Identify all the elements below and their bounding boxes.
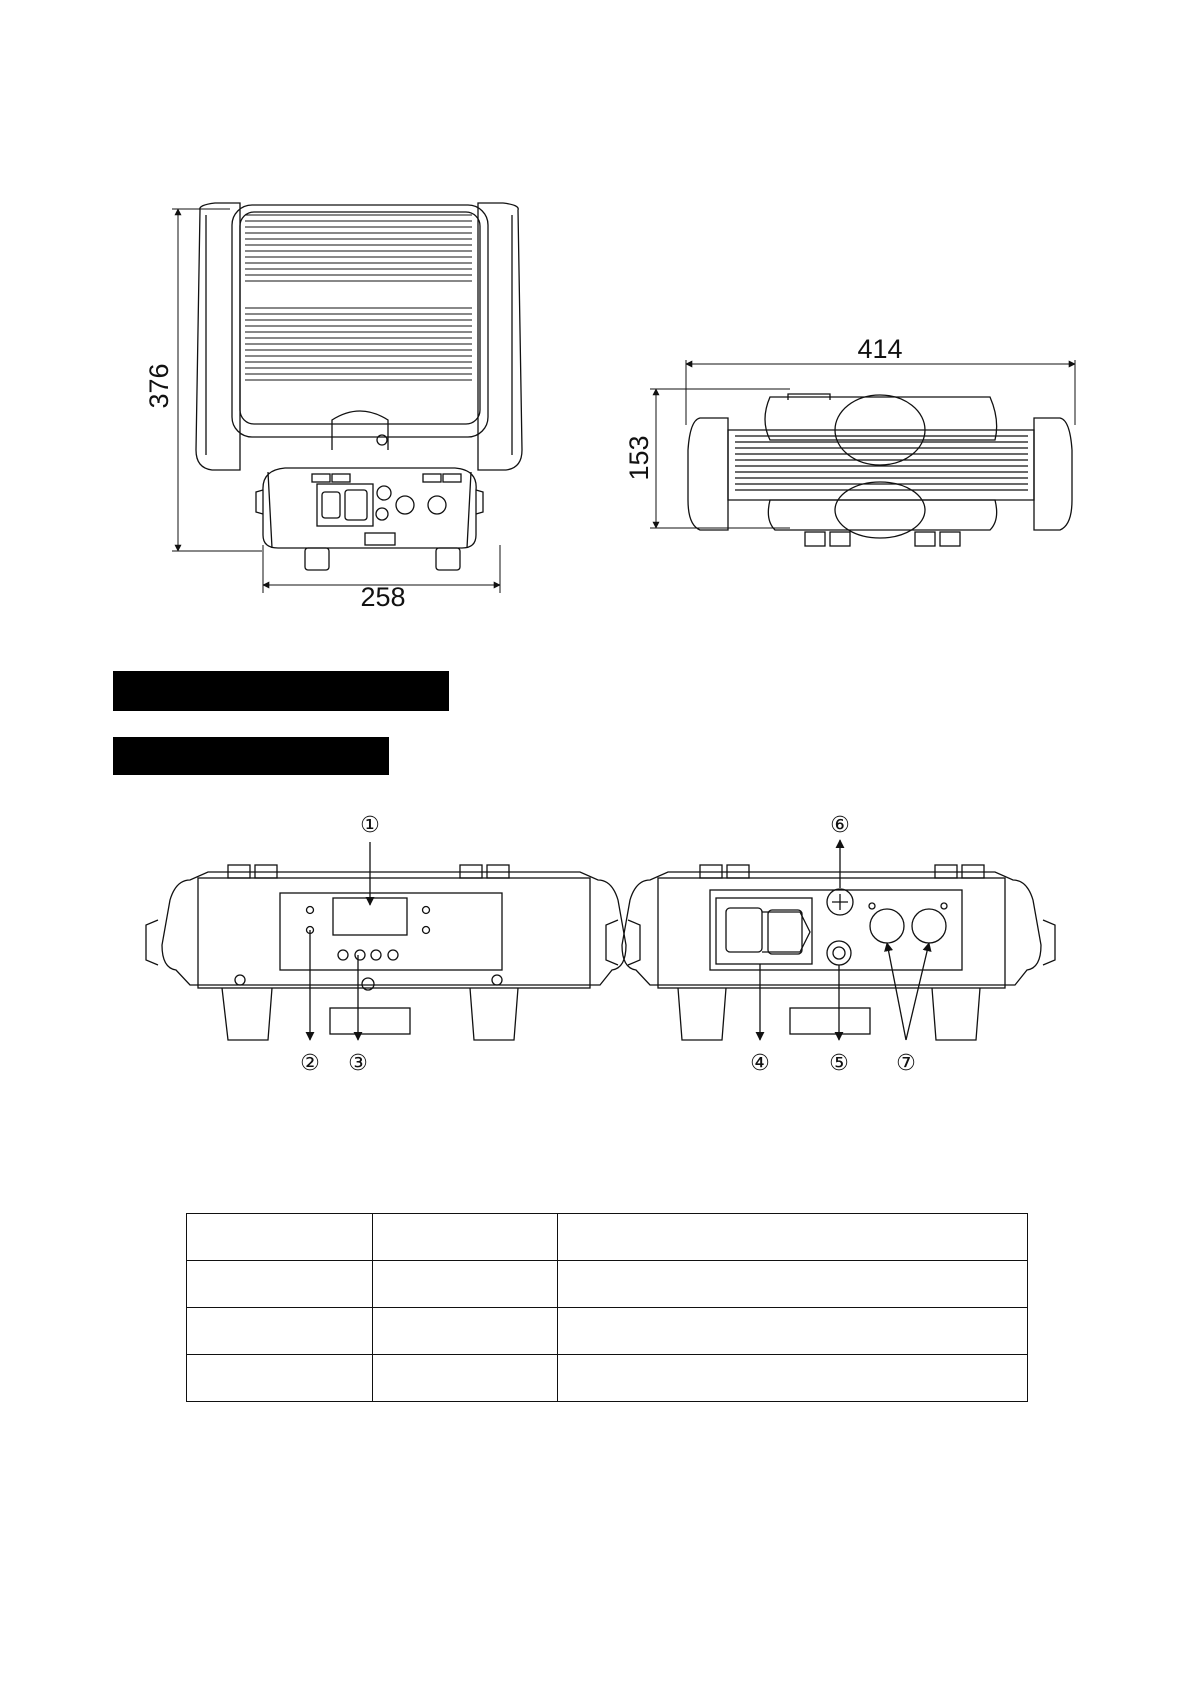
callout-2: ② [300, 1051, 320, 1076]
table-cell [187, 1308, 373, 1355]
side-height-dimension: 153 [624, 435, 654, 481]
table-cell [558, 1308, 1028, 1355]
table-cell [373, 1214, 558, 1261]
table-cell [187, 1355, 373, 1402]
side-view-drawing [688, 394, 1072, 546]
section-heading-bar-2 [113, 737, 389, 775]
table-cell [558, 1261, 1028, 1308]
table-cell [373, 1355, 558, 1402]
description-table [186, 1213, 1028, 1402]
front-view-drawing [196, 203, 522, 570]
callout-1: ① [360, 813, 380, 838]
callout-3: ③ [348, 1051, 368, 1076]
callout-7: ⑦ [896, 1051, 916, 1076]
table-cell [187, 1214, 373, 1261]
callout-4: ④ [750, 1051, 770, 1076]
height-dimension: 376 [144, 363, 174, 409]
table-cell [558, 1355, 1028, 1402]
callout-5: ⑤ [829, 1051, 849, 1076]
depth-dimension: 414 [857, 334, 903, 364]
table-cell [187, 1261, 373, 1308]
table-row [187, 1214, 1028, 1261]
table-row [187, 1308, 1028, 1355]
control-panel-view [146, 865, 640, 1040]
section-heading-bar-1 [113, 671, 449, 711]
connector-panel-view [606, 865, 1055, 1040]
table-row [187, 1355, 1028, 1402]
table-cell [373, 1308, 558, 1355]
table-row [187, 1261, 1028, 1308]
table-cell [558, 1214, 1028, 1261]
callout-6: ⑥ [830, 813, 850, 838]
width-dimension: 258 [360, 582, 406, 612]
table-cell [373, 1261, 558, 1308]
